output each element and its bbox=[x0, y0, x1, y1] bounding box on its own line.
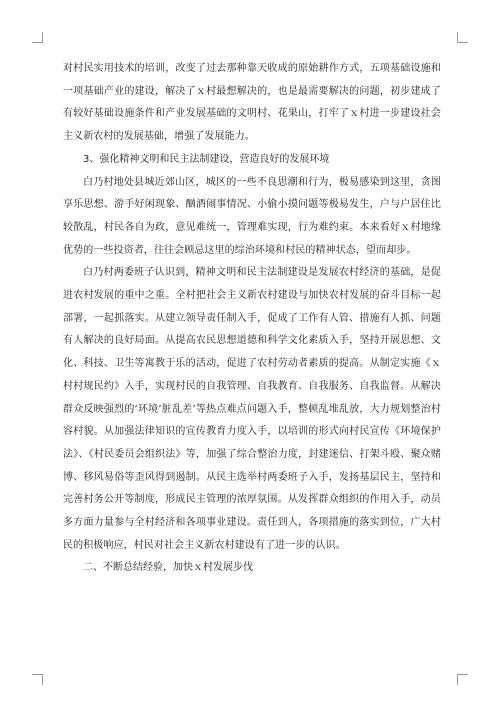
paragraph-environment: 白乃村地处县城近郊山区，城区的一些不良思潮和行为，极易感染到这里，贪图享乐思想、游手好闲现象、酗酒闹事情况、小偷小摸问题等极易发生，户与户居住比较散乱，村民各自为政，意见难统一，管理难实现，行为难约束。本来看好ｘ村地缘优势的一些投资者，往往会顾忌这里的综治环境和村民的精神状态，望而却步。 bbox=[63, 176, 441, 256]
paragraph-measures: 白乃村两委班子认识到，精神文明和民主法制建设是发展农村经济的基础，是促进农村发展的重中之重。全村把社会主义新农村建设与加快农村发展的奋斗目标一起部署，一起抓落实。从建立领导责任制入手，促成了工作有人管、措施有人抓、问题有人解决的良好局面。从提高农民思想道德和科学文化素质入手，坚持开展思想、文化、科技、卫生等寓教于乐的活动，促进了农村劳动者素质的提高。从制定实施《ｘ村村规民约》入手，实现村民的自我管理、自我教育、自我服务、自我监督。从解决群众反映强烈的‘环境’脏乱差’等热点难点问题入手，整顿乱堆乱放，大力规划整治村容村貌。从加强法律知识的宣传教育力度入手，以培训的形式向村民宣传《环境保护法》、《村民委员会组织法》等，加强了综合整治力度，封建迷信、打架斗殴、聚众赌博、移风易俗等歪风得到遏制。从民主选举村两委班子入手，发扬基层民主，坚持和完善村务公开等制度，形成民主管理的浓厚氛围。从发挥群众组织的作用入手，动员多方面力量参与全村经济和各项事业建设。责任到人，各项措施的落实到位，广大村民的积极响应，村民对社会主义新农村建设有了进一步的认识。 bbox=[63, 267, 441, 551]
crop-mark-top-right bbox=[457, 32, 468, 43]
crop-mark-top-left bbox=[32, 32, 43, 43]
crop-mark-bottom-left bbox=[32, 674, 43, 685]
section-heading-2: 二、不断总结经验，加快ｘ村发展步伐 bbox=[83, 562, 253, 574]
document-page bbox=[63, 58, 441, 580]
crop-mark-bottom-right bbox=[457, 674, 468, 685]
section-heading-3: 3、强化精神文明和民主法制建设，营造良好的发展环境 bbox=[83, 153, 330, 165]
paragraph-continued: 对村民实用技术的培训，改变了过去那种靠天收成的原始耕作方式，五项基础设施和一项基础产业的建设，解决了ｘ村最想解决的，也是最需要解决的问题，初步建成了有较好基础设施条件和产业发展基础的文明村、花果山，打牢了ｘ村进一步建设社会主义新农村的发展基础，增强了发展能力。 bbox=[63, 63, 441, 143]
